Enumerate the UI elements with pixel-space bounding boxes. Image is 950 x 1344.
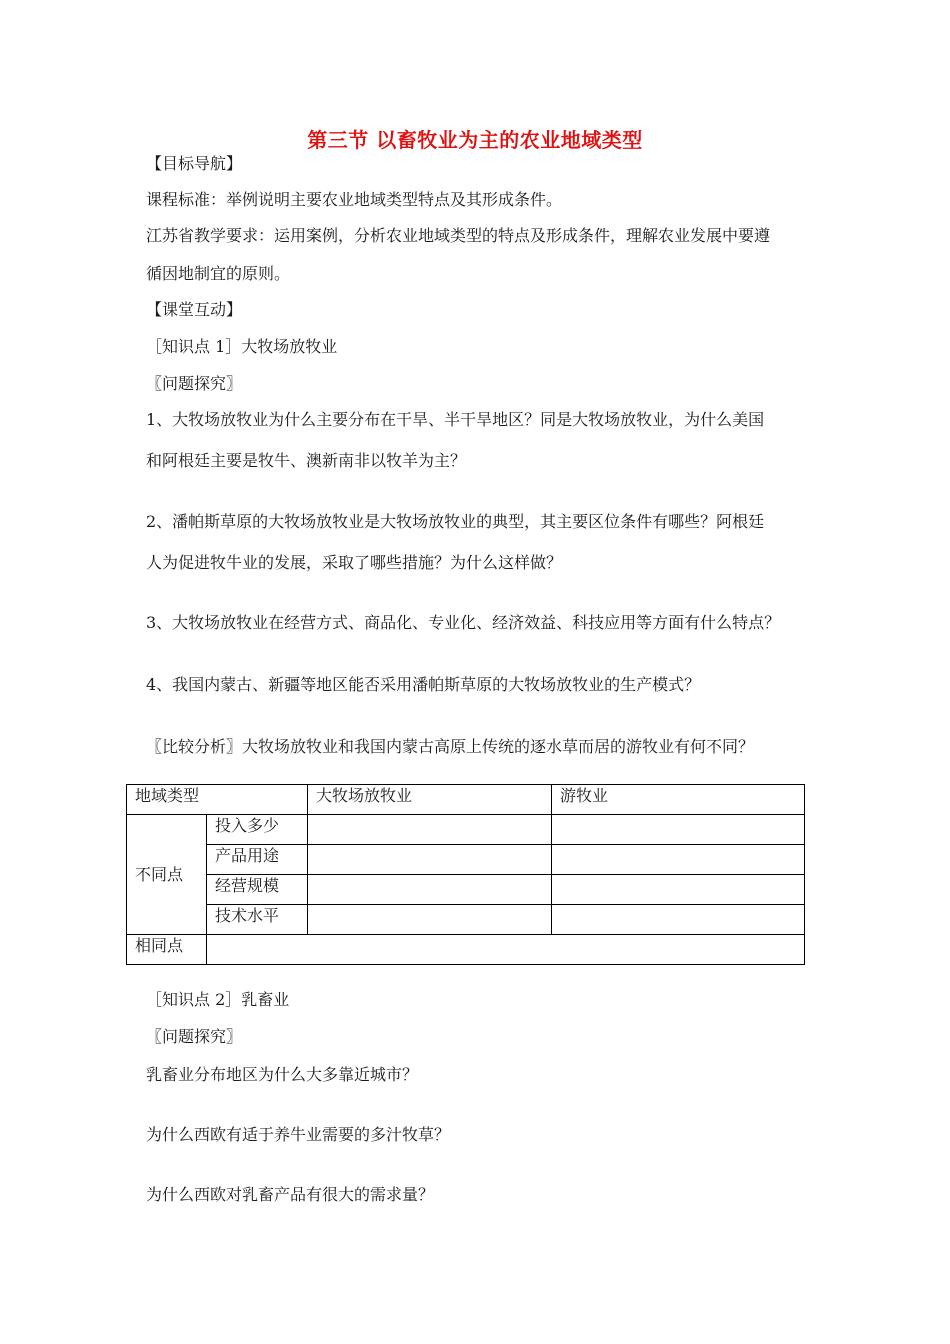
goal-heading: 【目标导航】 [146, 154, 243, 173]
row-label: 产品用途 [207, 845, 308, 875]
question-1-line1: 1、大牧场放牧业为什么主要分布在干旱、半干旱地区？同是大牧场放牧业，为什么美国 [146, 410, 765, 429]
diff-label: 不同点 [127, 815, 207, 935]
knowledge-point-1: ［知识点 1］大牧场放牧业 [146, 337, 338, 356]
question-2-line1: 2、潘帕斯草原的大牧场放牧业是大牧场放牧业的典型，其主要区位条件有哪些？阿根廷 [146, 512, 765, 531]
jiangsu-requirement-line2: 循因地制宜的原则。 [146, 264, 291, 283]
inquiry-heading-1: 〖问题探究〗 [146, 374, 243, 393]
table-cell [552, 905, 805, 935]
table-cell [308, 815, 552, 845]
same-label: 相同点 [127, 935, 207, 965]
dairy-question-1: 乳畜业分布地区为什么大多靠近城市？ [146, 1065, 419, 1084]
page-title: 第三节 以畜牧业为主的农业地域类型 [307, 128, 643, 152]
table-cell [552, 815, 805, 845]
table-cell [308, 905, 552, 935]
row-label: 经营规模 [207, 875, 308, 905]
question-4: 4、我国内蒙古、新疆等地区能否采用潘帕斯草原的大牧场放牧业的生产模式？ [146, 675, 701, 694]
jiangsu-requirement-line1: 江苏省教学要求：运用案例，分析农业地域类型的特点及形成条件，理解农业发展中要遵 [146, 226, 771, 245]
header-ranch: 大牧场放牧业 [308, 785, 552, 815]
course-standard: 课程标准：举例说明主要农业地域类型特点及其形成条件。 [146, 190, 563, 209]
table-header-row [127, 785, 805, 815]
header-nomad: 游牧业 [552, 785, 805, 815]
question-2-line2: 人为促进牧牛业的发展，采取了哪些措施？为什么这样做？ [146, 553, 563, 572]
dairy-question-3: 为什么西欧对乳畜产品有很大的需求量？ [146, 1185, 435, 1204]
table-row [127, 905, 805, 935]
row-label: 技术水平 [207, 905, 308, 935]
table-cell [207, 935, 805, 965]
row-label: 投入多少 [207, 815, 308, 845]
table-row [127, 935, 805, 965]
inquiry-heading-2: 〖问题探究〗 [146, 1027, 243, 1046]
table-cell [552, 845, 805, 875]
table-cell [552, 875, 805, 905]
table-row [127, 845, 805, 875]
table-cell [308, 875, 552, 905]
question-1-line2: 和阿根廷主要是牧牛、澳新南非以牧羊为主？ [146, 451, 467, 470]
header-region-type: 地域类型 [127, 785, 308, 815]
class-heading: 【课堂互动】 [146, 300, 243, 319]
comparison-table [126, 784, 805, 965]
table-cell [308, 845, 552, 875]
knowledge-point-2: ［知识点 2］乳畜业 [146, 990, 290, 1009]
table-row [127, 815, 805, 845]
dairy-question-2: 为什么西欧有适于养牛业需要的多汁牧草？ [146, 1125, 451, 1144]
question-3: 3、大牧场放牧业在经营方式、商品化、专业化、经济效益、科技应用等方面有什么特点？ [146, 613, 781, 632]
table-row [127, 875, 805, 905]
compare-analysis: 〖比较分析〗大牧场放牧业和我国内蒙古高原上传统的逐水草而居的游牧业有何不同？ [146, 737, 755, 756]
